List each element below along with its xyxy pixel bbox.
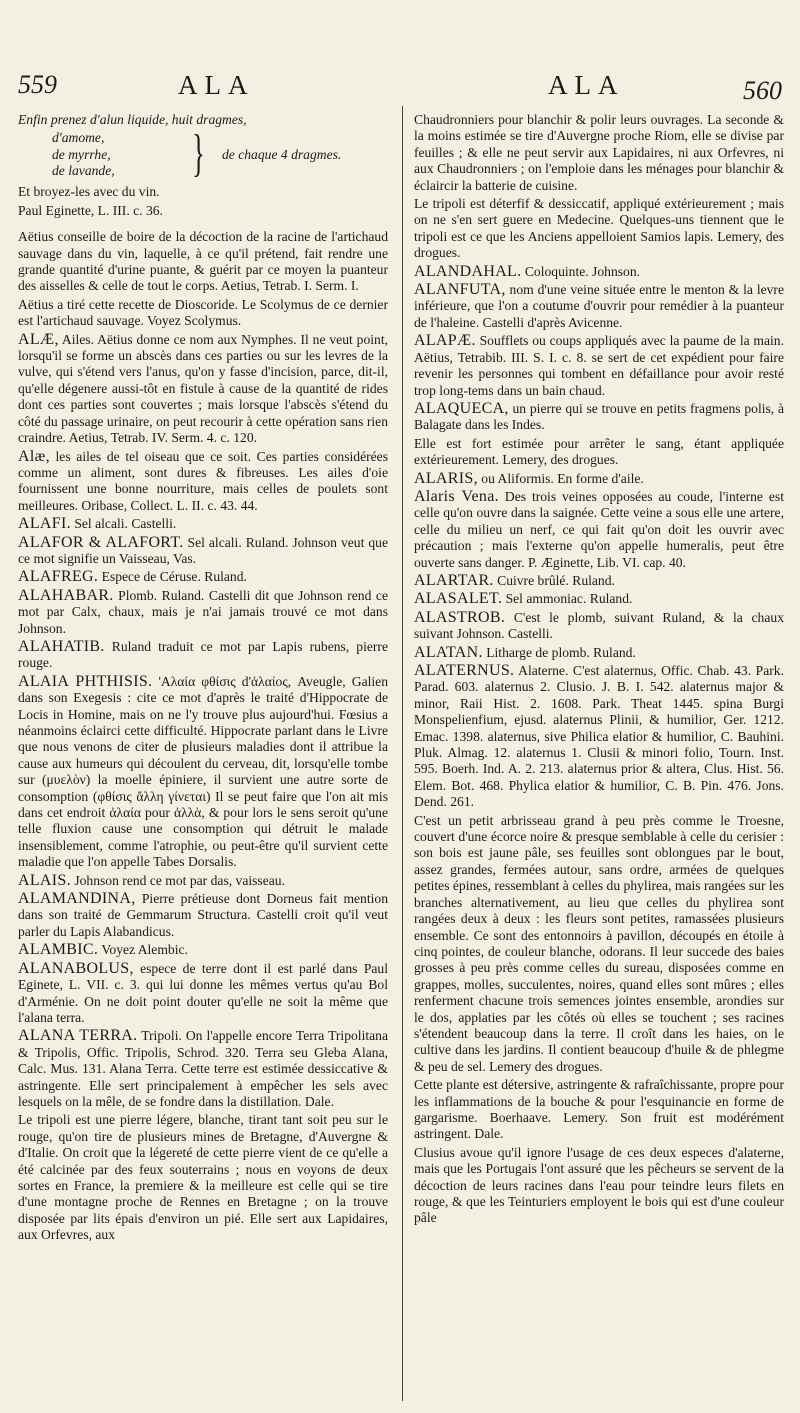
entry-text: Chaudronniers pour blanchir & polir leurs ouvrages. La seconde & la moins estimée se tire d'Auvergne proche Riom, elle se divise par feuilles ; & elle ne peut servir aux Lapidaires, ni aux Orfevres, ni aux Chaudronniers ; on l'emploie dans les ménages pour blanchir & éclaircir la batterie de cuisine. [414, 112, 784, 193]
ingredient: d'amome, [52, 130, 105, 146]
entry-headword: ALAIS. [18, 871, 71, 889]
entry-text: un pierre qui se trouve en petits fragmens polis, à Balagate dans les Indes. [414, 400, 784, 433]
dictionary-entry [18, 674, 388, 871]
dictionary-entry [414, 196, 784, 262]
entry-text: Sel alcali. Ruland. Johnson veut que ce mot signifie un Vaisseau, Vas. [18, 534, 388, 566]
entry-headword: ALANA TERRA. [18, 1027, 138, 1045]
dictionary-entry [18, 588, 388, 637]
dictionary-entry [18, 449, 388, 515]
dictionary-entry [18, 297, 388, 330]
entry-text: Aëtius a tiré cette recette de Dioscoride. Le Scolymus de ce dernier est l'artichaud sauvage. Voyez Scolymus. [18, 296, 388, 329]
dictionary-entry [414, 610, 784, 643]
entry-text: Alaterne. C'est alaternus, Offic. Chab. 43. Park. Parad. 603. alaternus 2. Clusio. J. B. I. 542. alaternus major & minor, Raii Hist. 2. 1608. Park. Theat 1445. spina Burgi Monspelienfium, ejusd. alaternus Plinii, & humilior, Ger. 1212. Emac. 1398. alaternus, sive Philica elatior & humilior, C. Bauhini. Pluk. Almag. 12. alaternus 1. Clusii & minori folio, Tourn. Inst. 595. Boerh. Ind. A. 2. 213. alaternus prior & altera, Clus. Hist. 56. Elem. Bot. 468. Phylica elatior & humilior, C. B. Pin. 476. Jons. Dend. 261. [414, 663, 784, 810]
dictionary-entry [414, 489, 784, 571]
entry-text: Ailes. Aëtius donne ce nom aux Nymphes. Il ne veut point, lorsqu'il se forme un abscès dans ces parties ou sur les levres de la vulve, qui s'étend vers l'anus, qu'on y fasse d'incision, parce, dit-il, qu'elle dégenere aussi-tôt en fistule à cause de la quantité de rides dont ces parties sont couvertes ; mais lorsque l'abscès s'étend du côté du passage urinaire, on peut recourir à cette opération sans rien craindre. Aetius, Tetrab. IV. Serm. 4. c. 120. [18, 331, 388, 446]
entry-text: Johnson rend ce mot par das, vaisseau. [74, 872, 285, 888]
left-entries [18, 229, 388, 1243]
entry-text: C'est un petit arbrisseau grand à peu près comme le Troesne, couvert d'une écorce noire & presque semblable à celle du cerisier : son bois est jaune pâle, ses feuilles sont oblongues par le bout, assez grandes, fermées autour, sans ordre, armées de quelques petites épines, ressemblant à celles du phylirea, mais rangées sur les branches alternativement, au lieu que celles du phylirea sont rangées deux à deux : les fleurs sont petites, ramassées plusieurs ensemble. Ce sont des entonnoirs à pavillon, découpés en étoile à cinq pointes, de couleur blanche, odorans. Il leur succede des baies grosses à peu près comme celles du sureau, disposées comme en grappes, molles, succulentes, noires, quand elles sont mûres ; elles renferment chacune trois semences jointes ensemble, arondies sur le dos, applaties par les côtés où elles se touchent ; ses racines s'étendent beaucoup dans la terre. Il croît dans les haies, on le cultive dans les jardins. Il contient beaucoup d'huile & de phlegme & peu de sel. Lemery des drogues. [414, 812, 784, 1074]
entry-headword: Alaris Vena. [414, 487, 499, 505]
entry-text: Voyez Alembic. [101, 942, 188, 958]
ingredient-names [52, 130, 115, 179]
dictionary-entry [18, 891, 388, 940]
entry-text: Cette plante est détersive, astringente & rafraîchissante, propre pour les inflammations de la bouche & pour l'esquinancie en forme de gargarisme. Boerhaave. Lemery. Son fruit est modérément astringent. Dale. [414, 1077, 784, 1142]
dictionary-entry [414, 282, 784, 331]
entry-headword: Alæ, [18, 447, 50, 465]
entry-text: Pierre prétieuse dont Dorneus fait mention dans son traité de Gemmarum Structura. Castelli croit qu'il veut parler du Lapis Alabandicus. [18, 891, 388, 939]
entry-text: Cuivre brûlé. Ruland. [497, 572, 615, 588]
entry-headword: ALAHATIB. [18, 637, 105, 655]
entry-text: Le tripoli est une pierre légere, blanche, tirant tant soit peu sur le rouge, qu'on tire de plusieurs mines de Bretagne, d'Auvergne & d'Italie. On croit que la légereté de cette pierre vient de ce qu'elle a été calcinée par des feux souterrains ; nous en voyons de deux sortes en France, la premiere & la meilleure est celle qui se tire d'une montagne proche de Rennes en Bretagne ; on la trouve disposée par lits épais d'environ un pié. Elle sert aux Lapidaires, aux Orfevres, aux [18, 1112, 388, 1243]
brace-glyph: } [192, 125, 205, 183]
dictionary-entry [414, 813, 784, 1076]
dictionary-entry [414, 1145, 784, 1227]
entry-headword: ALANABOLUS, [18, 959, 134, 977]
brace-dose: de chaque 4 dragmes. [222, 147, 342, 163]
entry-headword: ALAMBIC. [18, 941, 99, 959]
ingredient-brace-group [18, 125, 388, 183]
entry-text: Sel ammoniac. Ruland. [505, 591, 633, 607]
dictionary-entry [18, 873, 388, 889]
dictionary-entry [18, 639, 388, 672]
entry-text: Clusius avoue qu'il ignore l'usage de ces deux especes d'alaterne, mais que les Portugais l'ont assuré que les pêcheurs se servent de la décoction de leurs racines dans l'eau pour teindre leurs filets en rouge, & que les Teinturiers employent le bois qui est d'une couleur pâle [414, 1144, 784, 1226]
entry-text: Le tripoli est déterfif & dessiccatif, appliqué extérieurement ; mais on ne s'en sert guere en Medecine. Quelques-uns tiennent que le tripoli est ce que les Anciens appelloient Samios lapis. Lemery, des drogues. [414, 196, 784, 261]
column-divider [402, 106, 403, 1401]
entry-headword: ALAQUECA, [414, 399, 509, 417]
dictionary-entry [414, 645, 784, 661]
dictionary-entry [18, 961, 388, 1027]
entry-headword: ALAFOR & ALAFORT. [18, 533, 184, 551]
entry-headword: ALASALET. [414, 590, 503, 608]
entry-text: Aëtius conseille de boire de la décoction de la racine de l'artichaud sauvage dans du vin, laquelle, à ce qu'il prétend, fait rendre une grande quantité d'urine puante, & guérit par ce moyen la puanteur des aisselles & celle de tout le corps. Aetius, Tetrab. I. Serm. I. [18, 229, 388, 294]
dictionary-entry [18, 332, 388, 447]
entry-headword: ALAHABAR. [18, 586, 114, 604]
entry-text: les ailes de tel oiseau que ce soit. Ces parties considérées comme un aliment, sont dures & fibreuses. Les ailes d'oie fournissent une bonne nourriture, mais celles de poulets sont meilleures. Oribase, Collect. L. II. c. 43. 44. [18, 448, 388, 513]
entry-headword: ALARIS, [414, 469, 478, 487]
dictionary-entry [18, 535, 388, 568]
dictionary-entry [414, 573, 784, 589]
entry-text: Tripoli. On l'appelle encore Terra Tripolitana & Tripolis, Offic. Tripolis, Schrod. 320. Terra seu Gleba Alana, Calc. Mus. 131. Alana Terra. Cette terre est estimée dessiccative & astringente. Elle sert principalement à empêcher les sels avec lesquels on la mêle, de se fondre dans la distillation. Dale. [18, 1028, 388, 1109]
dictionary-entry [414, 333, 784, 399]
entry-headword: ALÆ, [18, 330, 59, 348]
ingredient: de lavande, [52, 163, 115, 179]
entry-text: Plomb. Ruland. Castelli dit que Johnson rend ce mot par Calx, chaux, mais je n'ai jamais trouvé ce mot dans Johnson. [18, 587, 388, 636]
page-header [18, 70, 782, 105]
entry-text: Soufflets ou coups appliqués avec la paume de la main. Aëtius, Tetrabib. III. S. I. c. 8. se sert de cet expédient pour faire revenir les personnes qui tombent en défaillance pour avoir resté trop long-tems dans un bain chaud. [414, 333, 784, 398]
dictionary-entry [414, 591, 784, 607]
left-running-title: ALA [178, 70, 255, 100]
left-page-number: 559 [18, 70, 57, 99]
right-entries [414, 112, 784, 1227]
ingredient: de myrrhe, [52, 146, 111, 162]
dictionary-entry [414, 1077, 784, 1143]
entry-text: Ruland traduit ce mot par Lapis rubens, pierre rouge. [18, 638, 388, 671]
entry-headword: ALATAN. [414, 643, 483, 661]
recipe-intro: Enfin prenez d'alun liquide, huit dragmes, [18, 112, 247, 127]
entry-headword: ALATERNUS. [414, 662, 515, 679]
dictionary-entry [18, 229, 388, 295]
dictionary-entry [414, 471, 784, 487]
entry-headword: ALAFREG. [18, 568, 99, 586]
entry-headword: ALAMANDINA, [18, 890, 136, 908]
dictionary-entry [414, 264, 784, 280]
dictionary-entry [18, 1028, 388, 1110]
entry-headword: ALARTAR. [414, 571, 494, 589]
dictionary-entry [414, 401, 784, 434]
entry-headword: ALANDAHAL. [414, 262, 522, 280]
entry-text: Sel alcali. Castelli. [74, 516, 177, 532]
dictionary-entry [414, 663, 784, 811]
dictionary-entry [18, 1112, 388, 1243]
entry-text: Espece de Céruse. Ruland. [101, 569, 247, 585]
entry-text: espece de terre dont il est parlé dans Paul Eginete, L. VII. c. 3. qui lui donne les mêmes vertus qu'au Bol d'Arménie. On ne doit point douter qu'elle ne soit la même que l'alana terra. [18, 960, 388, 1025]
right-page-number: 560 [743, 76, 782, 105]
entry-text: Coloquinte. Johnson. [524, 263, 641, 279]
right-running-title: ALA [548, 70, 625, 100]
entry-headword: ALAIA PHTHISIS. [18, 672, 153, 690]
entry-text: ou Aliformis. En forme d'aile. [481, 470, 644, 486]
recipe-source: Paul Eginette, L. III. c. 36. [18, 202, 163, 218]
dictionary-entry [414, 436, 784, 469]
entry-text: Elle est fort estimée pour arrêter le sang, étant appliquée extérieurement. Lemery, des drogues. [414, 435, 784, 468]
dictionary-entry [18, 942, 388, 958]
entry-headword: ALANFUTA, [414, 281, 506, 299]
entry-text: Des trois veines opposées au coude, l'interne est celle qu'on ouvre dans la saignée. Cette veine a sous elle une artere, celle du milieu un nerf, ce qui fait qu'on doit les ouvrir avec précaution ; mais l'externe qu'on appelle humeralis, peut être ouverte sans danger. P. Æginette, Lib. VI. cap. 40. [414, 488, 784, 570]
entry-text: Litharge de plomb. Ruland. [486, 644, 636, 660]
entry-text: C'est le plomb, suivant Ruland, & la chaux suivant Johnson. Castelli. [414, 609, 784, 642]
entry-headword: ALAPÆ. [414, 332, 476, 350]
dictionary-entry [414, 112, 784, 194]
dictionary-entry [18, 569, 388, 585]
entry-text: nom d'une veine située entre le menton & la levre inférieure, que l'on a coutume d'ouvrir pour remédier à la puanteur de l'haleine. Castelli d'après Avicenne. [414, 282, 784, 330]
left-column [18, 112, 388, 1399]
entry-text: 'Αλαία φθίσις d'ἀλαίος, Aveugle, Galien dans son Exegesis : cite ce mot d'après le traité d'Hippocrate de Locis in Homine, mais on ne l'y trouve plus aujourd'hui. Fœsius a néanmoins éclairci cette difficulté. Hippocrate parlant dans le Livre que nous venons de citer de plusieurs maladies dont il attribue la cause aux humeurs qui découlent du cerveau, dit, lorsqu'elle tombe sur (μυελὸν) la moelle épiniere, il survient une autre sorte de consomption (φθίσις ἄλλη γίνεται) Il se peut faire que l'on ait mis dans cet endroit ἀλαία pour ἀλλὰ, & pour lors le sens seroit qu'une telle fluxion cause une consomption qui détruit le malade insensiblement, comme l'atrophie, ou peut-être qu'il survient cette maladie que l'on appelle Tabes Dorsalis. [18, 673, 388, 870]
recipe-final-line: Et broyez-les avec du vin. [18, 184, 160, 200]
entry-headword: ALASTROB. [414, 608, 506, 626]
dictionary-entry [18, 516, 388, 532]
entry-headword: ALAFI. [18, 515, 71, 533]
right-column [414, 112, 784, 1399]
